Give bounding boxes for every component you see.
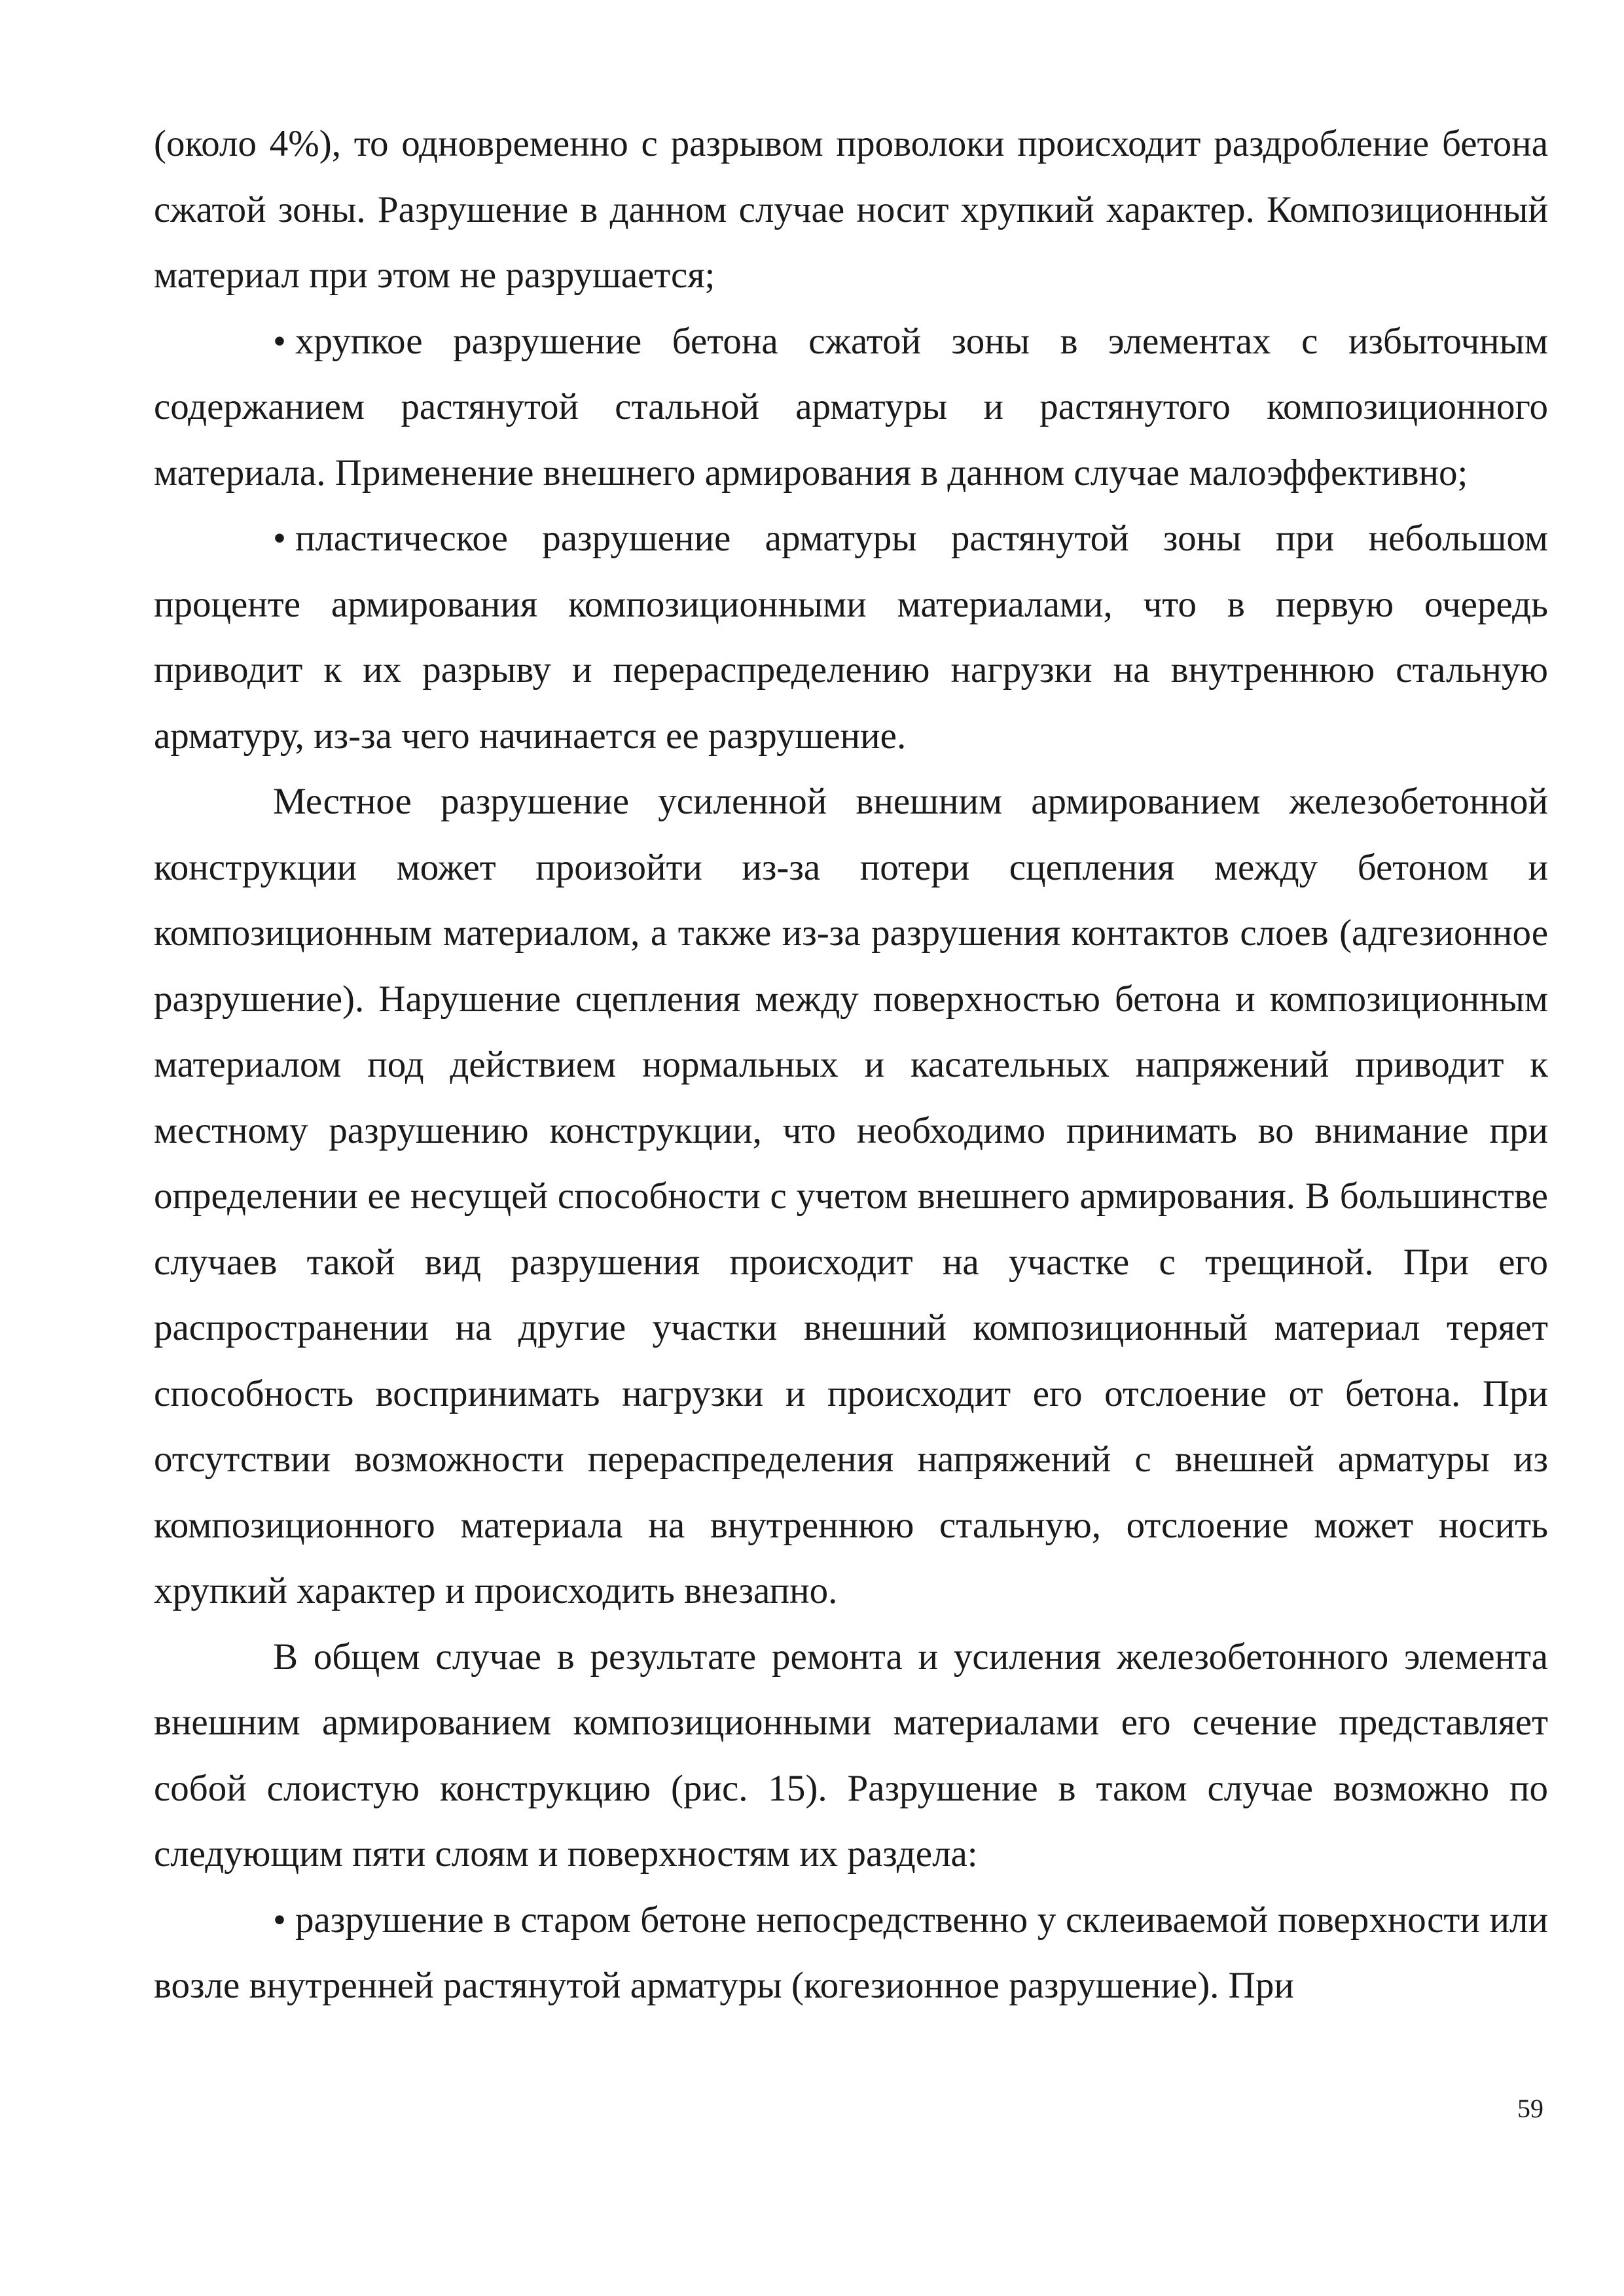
paragraph-continuation: (около 4%), то одновременно с разрывом проволоки происходит раздробление бетона сжатой зоны. Разрушение в данном случае носит хрупкий характер. Композиционный материал при этом не разрушается; — [154, 123, 1548, 296]
bullet-text: разрушение в старом бетоне непосредственно у склеиваемой поверхности или возле внутренней растянутой арматуры (когезионное разрушение). При — [154, 1899, 1548, 2006]
bullet-icon: • — [273, 320, 286, 362]
bullet-text: хрупкое разрушение бетона сжатой зоны в элементах с избыточным содержанием растянутой стальной арматуры и растянутого композиционного материала. Применение внешнего армирования в данном случае малоэффективно; — [154, 320, 1548, 493]
bullet-icon: • — [273, 1899, 286, 1941]
bullet-item-brittle-failure — [154, 309, 1548, 507]
bullet-text: пластическое разрушение арматуры растянутой зоны при небольшом проценте армирования композиционными материалами, что в первую очередь приводит к их разрыву и перераспределению нагрузки на внутреннюю стальную арматуру, из-за чего начинается ее разрушение. — [154, 518, 1548, 757]
paragraph-layered-structure: В общем случае в результате ремонта и усиления железобетонного элемента внешним армированием композиционными материалами его сечение представляет собой слоистую конструкцию (рис. 15). Разрушение в таком случае возможно по следующим пяти слоям и поверхностям их раздела: — [154, 1636, 1548, 1874]
bullet-icon: • — [273, 518, 286, 559]
page-body — [154, 111, 1548, 2019]
paragraph-local-failure: Местное разрушение усиленной внешним армированием железобетонной конструкции может произойти из-за потери сцепления между бетоном и композиционным материалом, а также из-за разрушения контактов слоев (адгезионное разрушение). Нарушение сцепления между поверхностью бетона и композиционным материалом под действием нормальных и касательных напряжений приводит к местному разрушению конструкции, что необходимо принимать во внимание при определении ее несущей способности с учетом внешнего армирования. В большинстве случаев такой вид разрушения происходит на участке с трещиной. При его распространении на другие участки внешний композиционный материал теряет способность воспринимать нагрузки и происходит его отслоение от бетона. При отсутствии возможности перераспределения напряжений с внешней арматуры из композиционного материала на внутреннюю стальную, отслоение может носить хрупкий характер и происходить внезапно. — [154, 781, 1548, 1611]
page-number: 59 — [1517, 2094, 1543, 2123]
bullet-item-plastic-failure — [154, 506, 1548, 769]
bullet-item-old-concrete-failure — [154, 1888, 1548, 2019]
